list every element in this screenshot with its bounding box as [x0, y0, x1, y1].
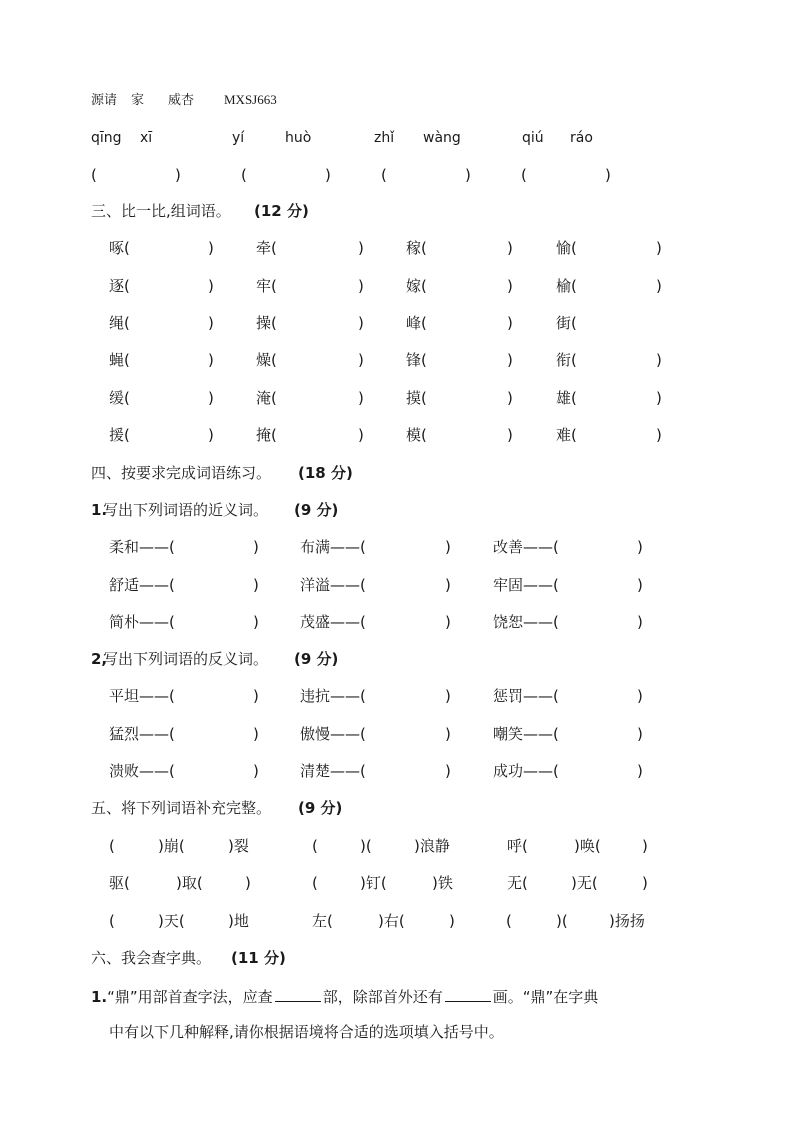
antonym-item[interactable]: 平坦——(	[109, 687, 175, 705]
compare-word[interactable]: 峰(	[406, 314, 427, 332]
compare-word-close-paren: )	[507, 351, 513, 369]
idiom-9-part-1[interactable]: (	[506, 912, 512, 930]
compare-word[interactable]: 模(	[406, 426, 427, 444]
compare-word-close-paren: )	[507, 389, 513, 407]
compare-word-close-paren: )	[656, 239, 662, 257]
compare-word[interactable]: 绳(	[109, 314, 130, 332]
idiom-3-part-2[interactable]: )唤(	[574, 837, 601, 855]
compare-word[interactable]: 难(	[556, 426, 577, 444]
compare-word-close-paren: )	[507, 239, 513, 257]
compare-word[interactable]: 蝇(	[109, 351, 130, 369]
compare-word[interactable]: 街(	[556, 314, 577, 332]
compare-word[interactable]: 逐(	[109, 277, 130, 295]
antonym-item[interactable]: 清楚——(	[300, 762, 366, 780]
pinyin-8: ráo	[570, 130, 593, 146]
pinyin-answer-close-4: )	[605, 166, 611, 184]
close-paren: )	[637, 687, 643, 705]
dictionary-question-line-1	[91, 985, 598, 1007]
section-3-title: 三、比一比,组词语。	[91, 202, 231, 220]
antonym-item[interactable]: 溃败——(	[109, 762, 175, 780]
idiom-1-part-2[interactable]: )崩(	[158, 837, 185, 855]
q6-1-text-c: 画。“鼎”在字典	[492, 988, 599, 1006]
q1-number: 1.	[91, 501, 108, 519]
close-paren: )	[253, 613, 259, 631]
antonym-item[interactable]: 嘲笑——(	[493, 725, 559, 743]
antonym-item[interactable]: 猛烈——(	[109, 725, 175, 743]
compare-word[interactable]: 榆(	[556, 277, 577, 295]
pinyin-answer-open-1[interactable]: (	[91, 166, 97, 184]
compare-word-close-paren: )	[358, 239, 364, 257]
pinyin-answer-open-3[interactable]: (	[381, 166, 387, 184]
idiom-5-part-3: )铁	[432, 874, 453, 892]
compare-word[interactable]: 援(	[109, 426, 130, 444]
q2-text: 写出下列词语的反义词。	[103, 650, 269, 668]
pinyin-6: wàng	[423, 130, 461, 146]
compare-word[interactable]: 嫁(	[406, 277, 427, 295]
header-code: MXSJ663	[224, 92, 277, 107]
close-paren: )	[253, 725, 259, 743]
antonym-item[interactable]: 成功——(	[493, 762, 559, 780]
idiom-9-part-2[interactable]: )(	[556, 912, 568, 930]
compare-word[interactable]: 淹(	[256, 389, 277, 407]
pinyin-3: yí	[232, 130, 245, 146]
idiom-4-part-1[interactable]: 驱(	[109, 874, 130, 892]
close-paren: )	[637, 538, 643, 556]
pinyin-answer-close-2: )	[325, 166, 331, 184]
pinyin-answer-open-2[interactable]: (	[241, 166, 247, 184]
pinyin-answer-close-3: )	[465, 166, 471, 184]
synonym-item[interactable]: 改善——(	[493, 538, 559, 556]
idiom-1-part-3: )裂	[228, 837, 249, 855]
synonym-item[interactable]: 饶恕——(	[493, 613, 559, 631]
compare-word-close-paren: )	[208, 277, 214, 295]
compare-word[interactable]: 愉(	[556, 239, 577, 257]
synonym-item[interactable]: 舒适——(	[109, 576, 175, 594]
pinyin-5: zhǐ	[374, 130, 395, 146]
pinyin-answer-close-1: )	[175, 166, 181, 184]
close-paren: )	[637, 725, 643, 743]
q6-1-text-b: 部，除部首外还有	[322, 988, 443, 1006]
close-paren: )	[253, 687, 259, 705]
compare-word-close-paren: )	[208, 389, 214, 407]
synonym-item[interactable]: 牢固——(	[493, 576, 559, 594]
idiom-5-part-2[interactable]: )钉(	[360, 874, 387, 892]
close-paren: )	[637, 576, 643, 594]
header-word-2: 威杏	[168, 92, 195, 107]
header-word-1: 家	[131, 92, 145, 107]
synonym-item[interactable]: 洋溢——(	[300, 576, 366, 594]
close-paren: )	[637, 613, 643, 631]
idiom-2-part-2[interactable]: )(	[360, 837, 372, 855]
idiom-3-part-3: )	[642, 837, 648, 855]
idiom-4-part-3: )	[245, 874, 251, 892]
compare-word[interactable]: 牵(	[256, 239, 277, 257]
compare-word-close-paren: )	[656, 389, 662, 407]
compare-word-close-paren: )	[358, 314, 364, 332]
close-paren: )	[253, 762, 259, 780]
q6-1-number: 1.	[91, 988, 108, 1006]
compare-word-close-paren: )	[656, 351, 662, 369]
compare-word-close-paren: )	[208, 239, 214, 257]
q1-text: 写出下列词语的近义词。	[103, 501, 269, 519]
synonym-item[interactable]: 茂盛——(	[300, 613, 366, 631]
antonym-item[interactable]: 惩罚——(	[493, 687, 559, 705]
pinyin-1: qīng	[91, 130, 122, 146]
close-paren: )	[445, 762, 451, 780]
close-paren: )	[445, 576, 451, 594]
pinyin-4: huò	[285, 130, 312, 146]
idiom-6-part-3: )	[642, 874, 648, 892]
compare-word[interactable]: 啄(	[109, 239, 130, 257]
q2-score: (9 分)	[294, 650, 339, 668]
idiom-3-part-1[interactable]: 呼(	[507, 837, 528, 855]
compare-word-close-paren: )	[358, 277, 364, 295]
idiom-4-part-2[interactable]: )取(	[176, 874, 203, 892]
synonym-item[interactable]: 简朴——(	[109, 613, 175, 631]
antonym-item[interactable]: 违抗——(	[300, 687, 366, 705]
q2-number: 2,	[91, 650, 108, 668]
idiom-7-part-3: )地	[228, 912, 249, 930]
compare-word[interactable]: 稼(	[406, 239, 427, 257]
section-6-score: (11 分)	[231, 949, 286, 967]
antonym-item[interactable]: 傲慢——(	[300, 725, 366, 743]
idiom-8-part-2[interactable]: )右(	[378, 912, 405, 930]
close-paren: )	[445, 538, 451, 556]
close-paren: )	[445, 687, 451, 705]
compare-word[interactable]: 雄(	[556, 389, 577, 407]
compare-word-close-paren: )	[507, 277, 513, 295]
compare-word-close-paren: )	[358, 426, 364, 444]
compare-word[interactable]: 衔(	[556, 351, 577, 369]
idiom-2-part-1[interactable]: (	[312, 837, 318, 855]
close-paren: )	[253, 576, 259, 594]
compare-word-close-paren: )	[358, 389, 364, 407]
compare-word-close-paren: )	[208, 314, 214, 332]
idiom-2-part-3: )浪静	[414, 837, 450, 855]
compare-word-close-paren: )	[656, 426, 662, 444]
compare-word[interactable]: 牢(	[256, 277, 277, 295]
idiom-6-part-2[interactable]: )无(	[571, 874, 598, 892]
idiom-1-part-1[interactable]: (	[109, 837, 115, 855]
idiom-8-part-1[interactable]: 左(	[312, 912, 333, 930]
synonym-item[interactable]: 布满——(	[300, 538, 366, 556]
compare-word[interactable]: 摸(	[406, 389, 427, 407]
section-6-title: 六、我会查字典。	[91, 949, 212, 967]
dictionary-question-line-2: 中有以下几种解释,请你根据语境将合适的选项填入括号中。	[109, 1023, 504, 1041]
section-5-score: (9 分)	[298, 799, 343, 817]
idiom-6-part-1[interactable]: 无(	[507, 874, 528, 892]
q1-score: (9 分)	[294, 501, 339, 519]
compare-word[interactable]: 掩(	[256, 426, 277, 444]
compare-word-close-paren: )	[208, 351, 214, 369]
idiom-7-part-1[interactable]: (	[109, 912, 115, 930]
compare-word-close-paren: )	[507, 426, 513, 444]
pinyin-7: qiú	[522, 130, 544, 146]
compare-word-close-paren: )	[656, 277, 662, 295]
close-paren: )	[445, 613, 451, 631]
section-3-score: (12 分)	[254, 202, 309, 220]
compare-word[interactable]: 燥(	[256, 351, 277, 369]
compare-word[interactable]: 操(	[256, 314, 277, 332]
section-5-title: 五、将下列词语补充完整。	[91, 799, 272, 817]
pinyin-answer-open-4[interactable]: (	[521, 166, 527, 184]
compare-word-close-paren: )	[208, 426, 214, 444]
close-paren: )	[253, 538, 259, 556]
synonym-item[interactable]: 柔和——(	[109, 538, 175, 556]
radical-blank[interactable]	[275, 985, 321, 1002]
compare-word[interactable]: 锋(	[406, 351, 427, 369]
idiom-8-part-3: )	[449, 912, 455, 930]
idiom-7-part-2[interactable]: )天(	[158, 912, 185, 930]
pinyin-2: xī	[140, 130, 153, 146]
idiom-9-part-3: )扬扬	[609, 912, 645, 930]
header-source: 源请	[91, 92, 118, 107]
q6-1-text-a: “鼎”用部首查字法，应查	[107, 988, 273, 1006]
stroke-count-blank[interactable]	[445, 985, 491, 1002]
section-4-score: (18 分)	[298, 464, 353, 482]
compare-word-close-paren: )	[358, 351, 364, 369]
section-4-title: 四、按要求完成词语练习。	[91, 464, 272, 482]
compare-word[interactable]: 缓(	[109, 389, 130, 407]
close-paren: )	[637, 762, 643, 780]
compare-word-close-paren: )	[507, 314, 513, 332]
close-paren: )	[445, 725, 451, 743]
idiom-5-part-1[interactable]: (	[312, 874, 318, 892]
